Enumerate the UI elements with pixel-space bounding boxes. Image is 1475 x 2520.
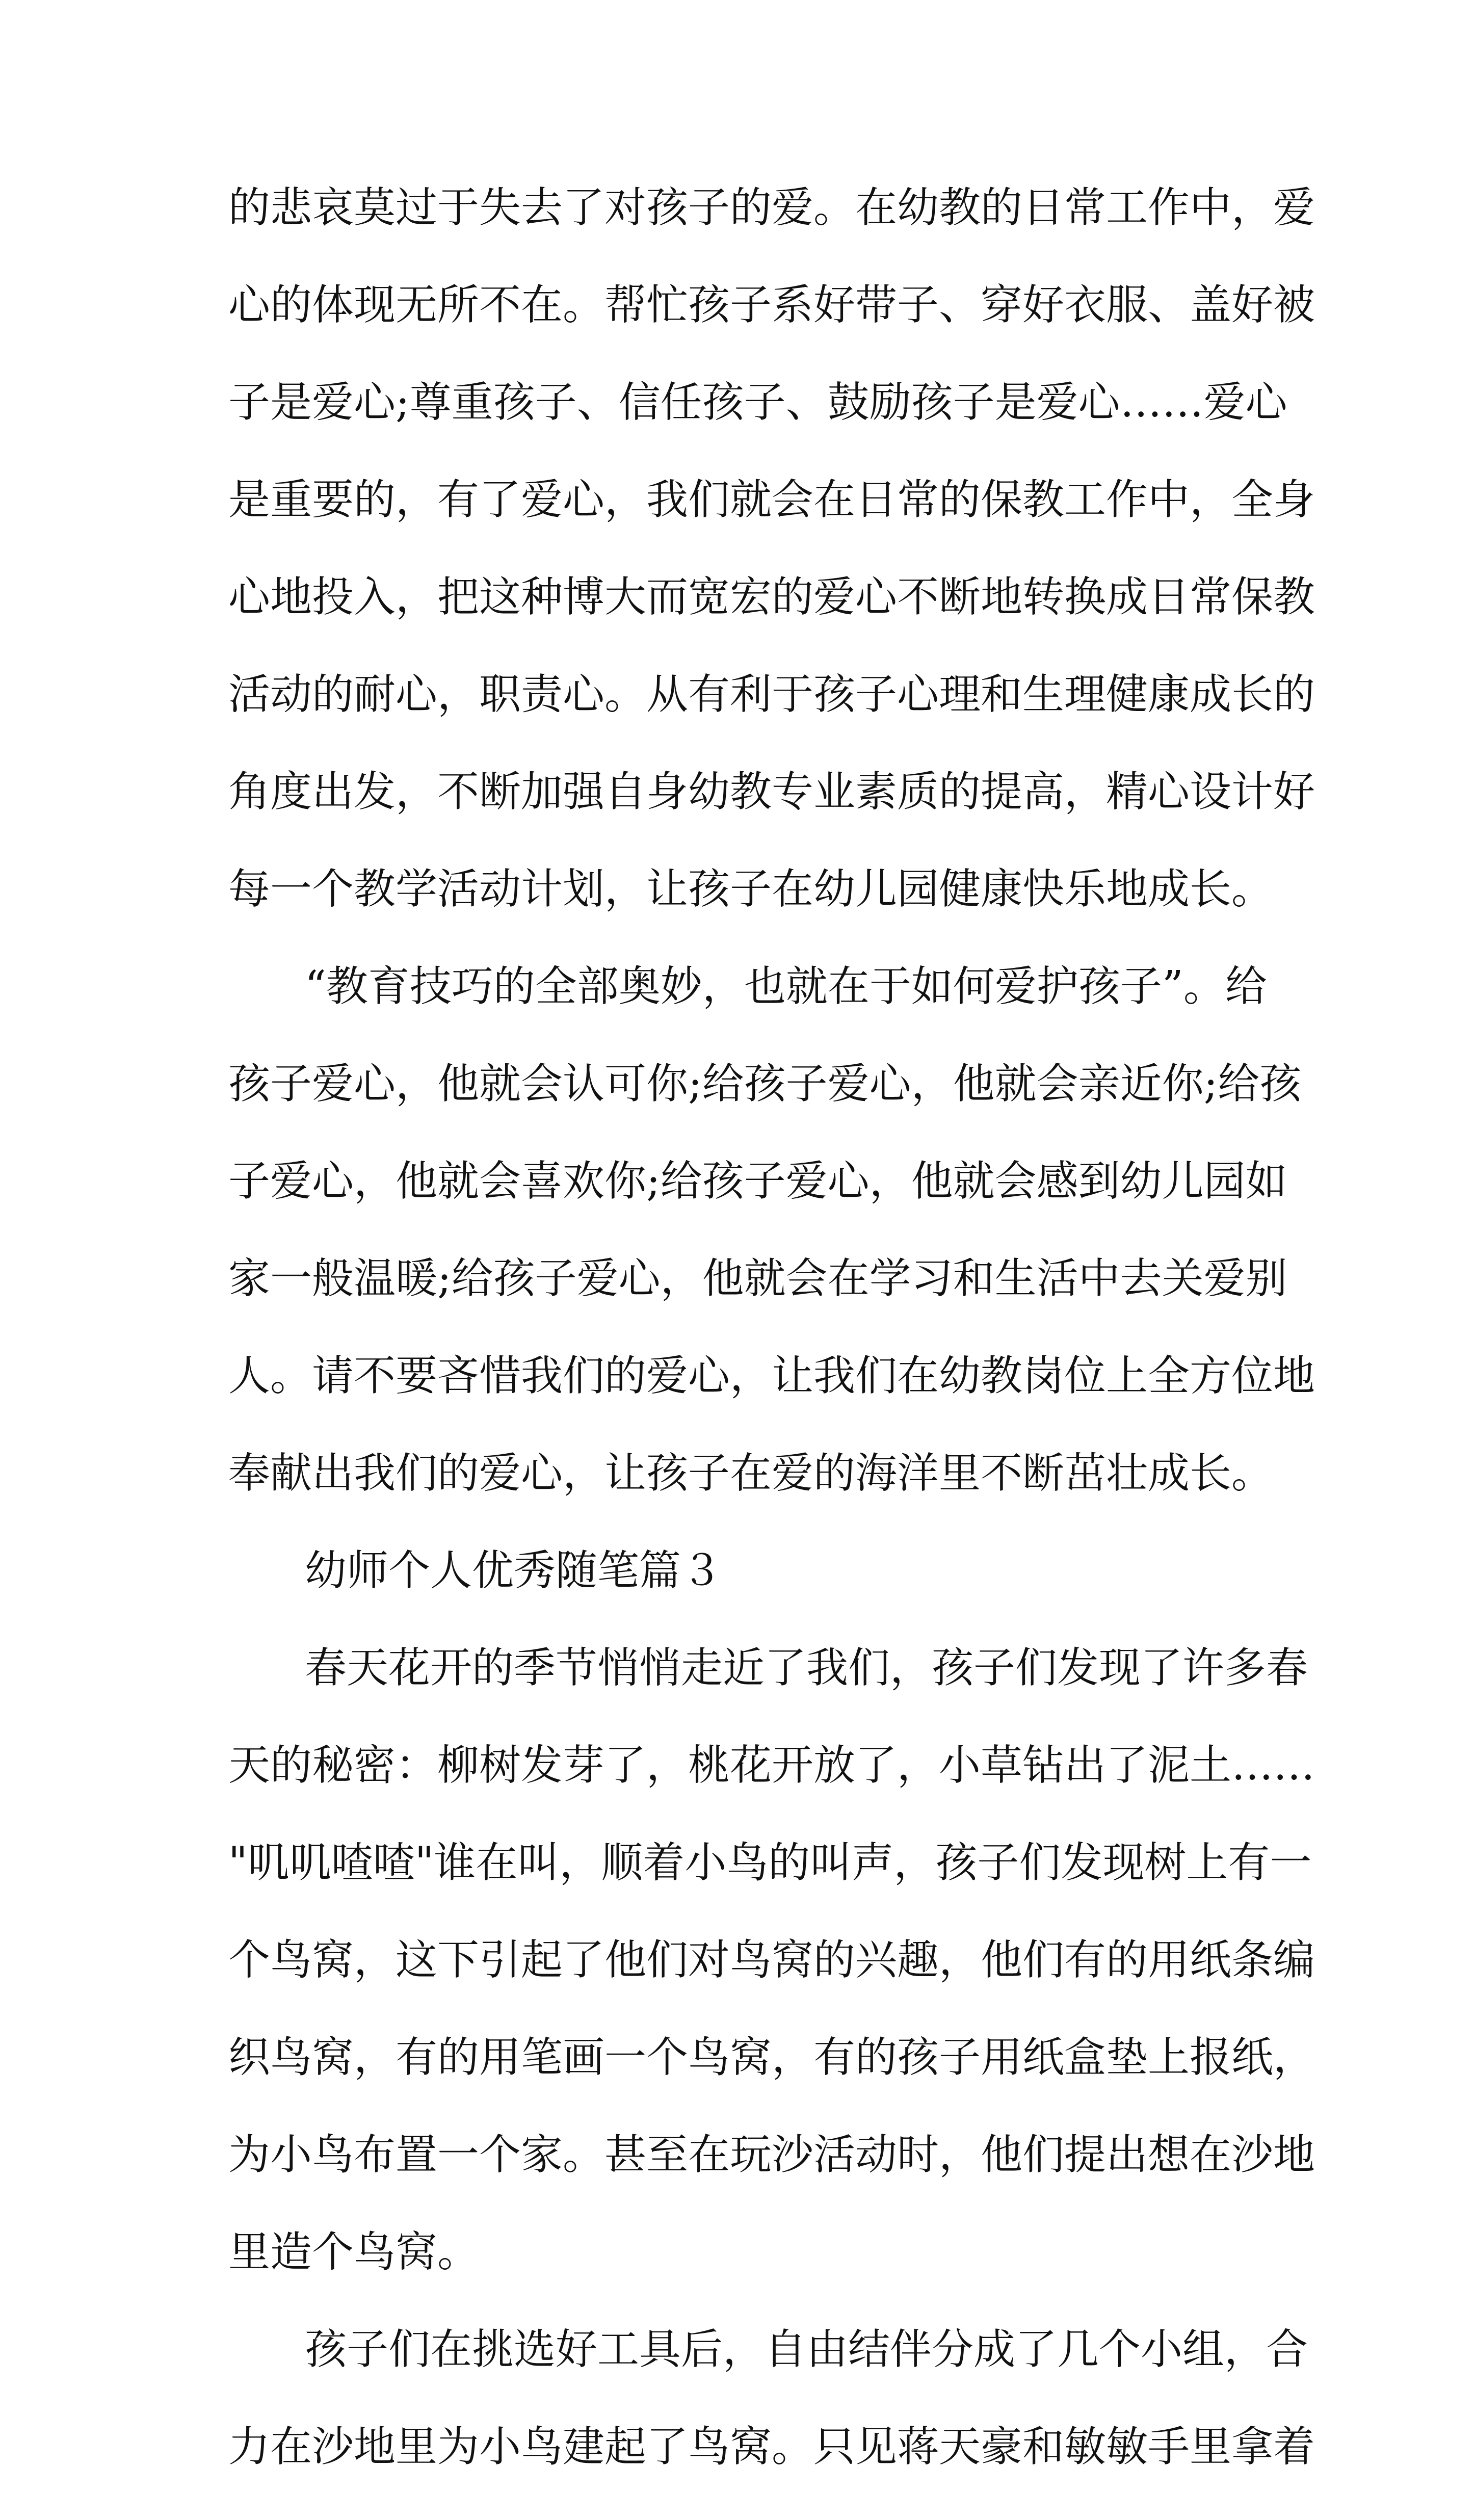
text-line: 子爱心，他就会喜欢你;给孩子爱心，他就会感到幼儿园如 (228, 1157, 1287, 1205)
text-line: 角度出发，不断加强自身幼教专业素质的提高，精心设计好 (228, 768, 1315, 816)
text-line: 孩子们在挑选好工具后，自由结伴分成了几个小组，合 (305, 2325, 1308, 2374)
text-line: 子是爱心;尊重孩子、信任孩子、鼓励孩子是爱心……爱心 (228, 378, 1287, 427)
text-line: 是重要的，有了爱心，我们就会在日常的保教工作中，全身 (228, 476, 1315, 524)
text-line: 里造个鸟窝。 (228, 2228, 480, 2276)
text-line: 为小鸟布置一个家。甚至在玩沙活动时，他们提出想在沙地 (228, 2131, 1315, 2179)
text-line: 每一个教学活动计划，让孩子在幼儿园健康快乐地成长。 (228, 865, 1274, 913)
text-line: 天的秘密：柳树发芽了，桃花开放了，小草钻出了泥土…… (228, 1741, 1315, 1790)
text-line: 的悲哀莫过于失去了对孩子的爱。在幼教的日常工作中，爱 (228, 183, 1315, 232)
body-text (228, 183, 1315, 2520)
text-line: 力在沙地里为小鸟建起了鸟窝。只见蒋天豪和敏敏手里拿着 (228, 2423, 1315, 2471)
text-line: “教育技巧的全部奥妙，也就在于如何爱护孩子”。给 (305, 962, 1267, 1011)
text-line: 个鸟窝，这下引起了他们对鸟窝的兴趣，他们有的用纸条编 (228, 1936, 1315, 1984)
text-line: 活动的耐心，职责心。从有利于孩子心理和生理健康成长的 (228, 670, 1315, 719)
text-line: 孩子爱心，他就会认可你;给孩子爱心，他就会亲近你;给孩 (228, 1060, 1302, 1108)
text-line: 春天花开的季节悄悄走近了我们，孩子们发现了许多春 (305, 1644, 1308, 1692)
text-line: 人。请不要吝惜我们的爱心，让我们在幼教岗位上全方位地 (228, 1352, 1315, 1400)
text-line: 心地投入，把这种博大而宽宏的爱心不断地转换成日常保教 (228, 573, 1315, 621)
text-line: 织鸟窝，有的用笔画一个鸟窝，有的孩子用纸盒垫上报纸， (228, 2033, 1315, 2082)
text-line: 心的体现无所不在。帮忙孩子系好带子、穿好衣服、盖好被 (228, 281, 1315, 329)
text-line: 奉献出我们的爱心，让孩子在爱的海洋里不断茁壮成长。 (228, 1449, 1274, 1498)
section-heading: 幼师个人优秀随笔篇３ (305, 1546, 723, 1595)
text-line: "叽叽喳喳"谁在叫，顺着小鸟的叫声，孩子们发现树上有一 (228, 1839, 1312, 1887)
text-line: 家一般温暖;给孩子爱心，他就会在学习和生活中去关爱别 (228, 1254, 1287, 1303)
